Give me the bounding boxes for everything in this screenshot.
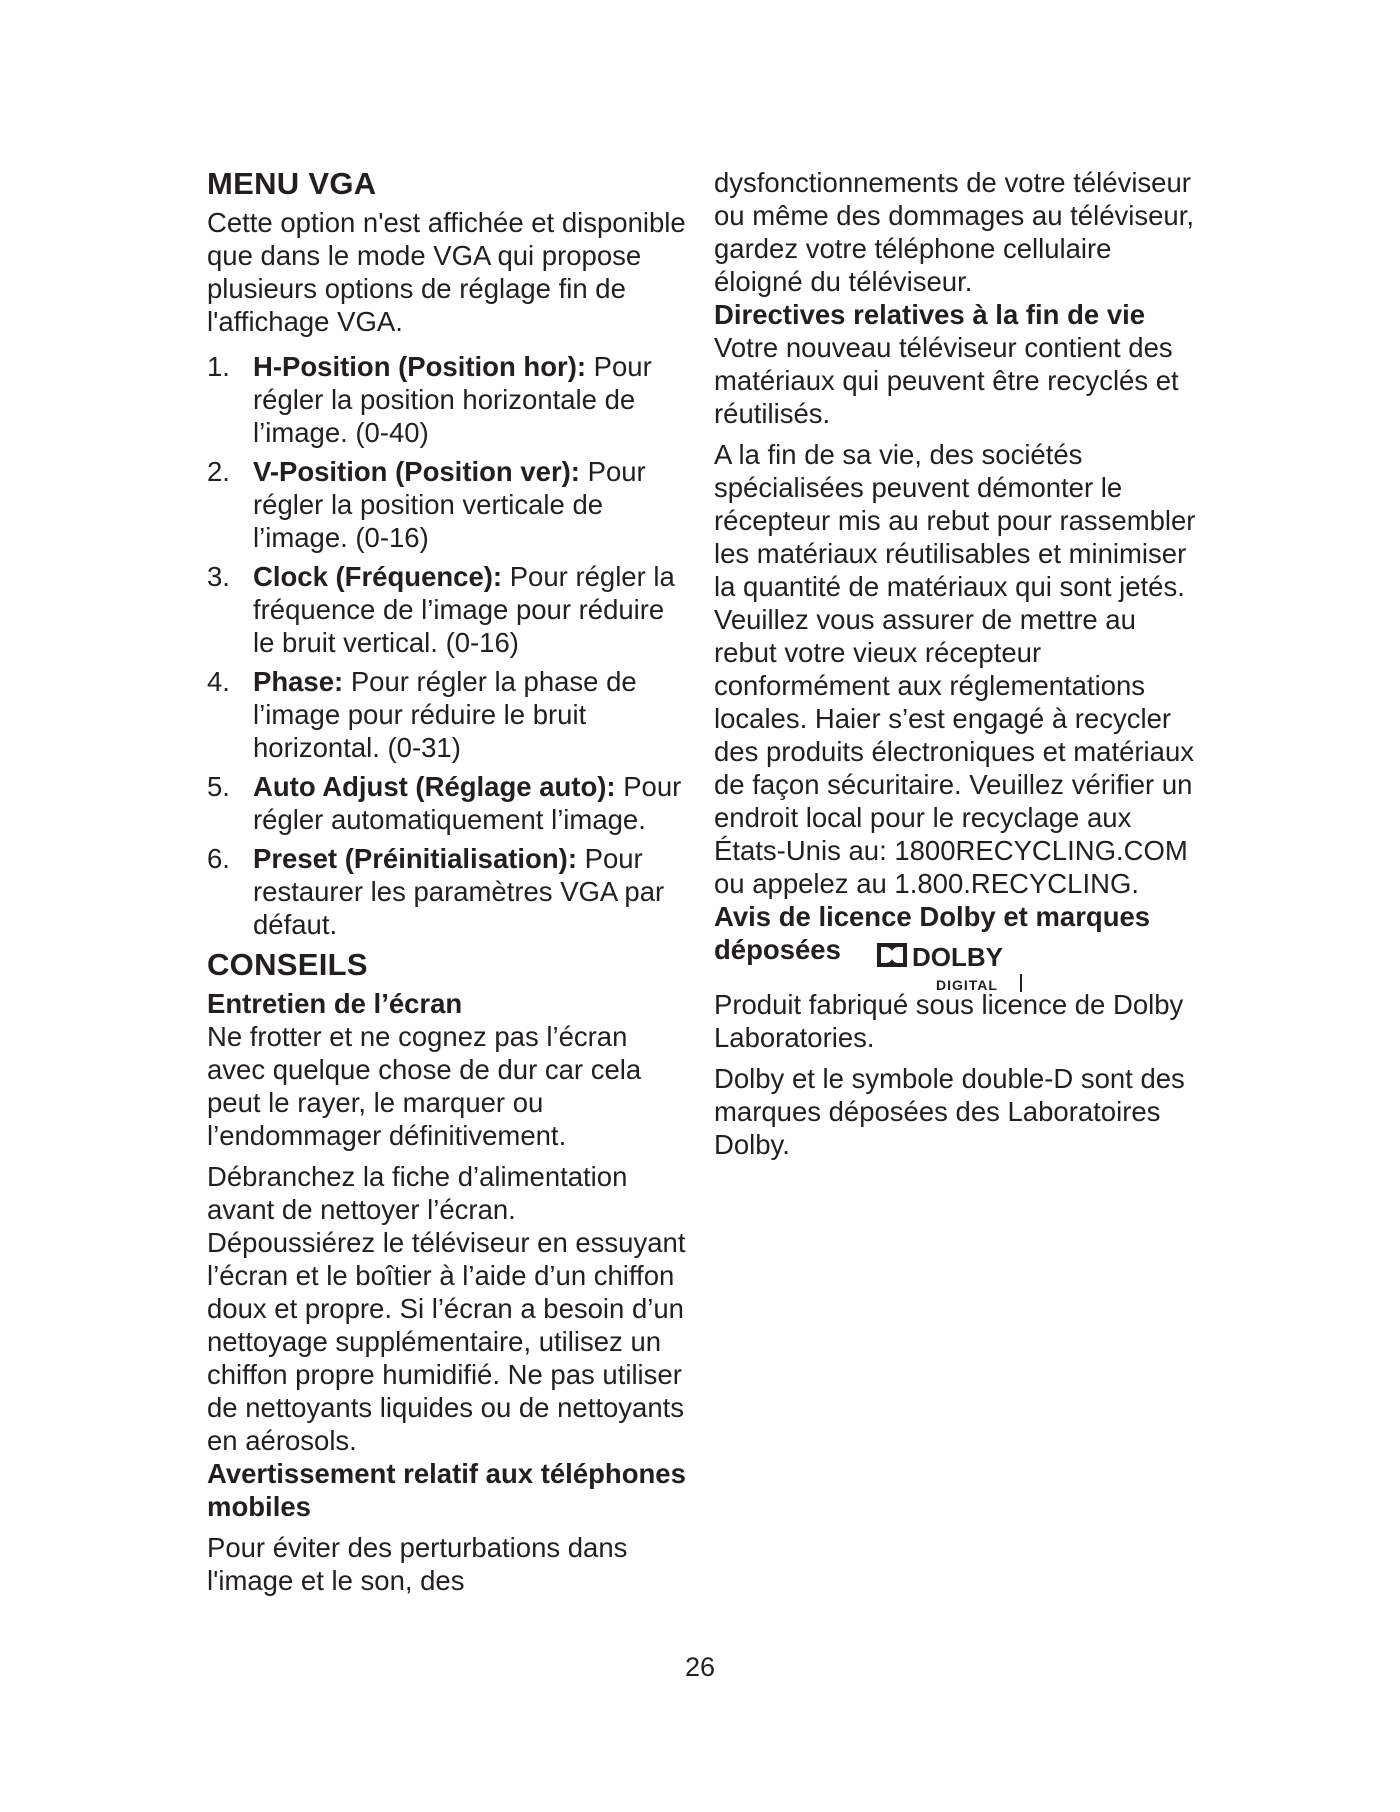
end-of-life-heading: Directives relatives à la fin de vie: [714, 299, 1146, 330]
option-text: Pour régler la phase de l’image pour réduire le bruit horizontal. (0-31): [253, 666, 637, 763]
list-item: 2. V-Position (Position ver): Pour régler la position verticale de l’image. (0-16): [207, 456, 646, 553]
menu-vga-intro: Cette option n'est affichée et disponible que dans le mode VGA qui propose plusieurs options de réglage fin de l'affichage VGA.: [207, 207, 686, 337]
dolby-paragraph-1: Produit fabriqué sous licence de Dolby Laboratories.: [714, 989, 1184, 1053]
screen-care-paragraph-2: Débranchez la fiche d’alimentation avant de nettoyer l’écran. Dépoussiérez le téléviseur en essuyant l’écran et le boîtier à l’aide d’un chiffon doux et propre. Si l’écran a besoin d’un nettoyage supplémentaire, utilisez un chiffon propre humidifié. Ne pas utiliser de nettoyants liquides ou de nettoyants en aérosols.: [207, 1161, 686, 1456]
option-text: Pour restaurer les paramètres VGA par défaut.: [253, 843, 665, 940]
end-of-life-paragraph-2: A la fin de sa vie, des sociétés spécialisées peuvent démonter le récepteur mis au rebut pour rassembler les matériaux réutilisables et minimiser la quantité de matériaux qui sont jetés.: [714, 439, 1196, 602]
option-label: Phase:: [253, 666, 344, 697]
option-label: Preset (Préinitialisation):: [253, 843, 577, 874]
vga-options-list: [207, 350, 687, 941]
dolby-digital-logo: [876, 940, 1034, 996]
list-item: 6. Preset (Préinitialisation): Pour restaurer les paramètres VGA par défaut.: [207, 843, 665, 940]
list-item: 5. Auto Adjust (Réglage auto): Pour régler automatiquement l’image.: [207, 771, 682, 835]
option-text: Pour régler automatiquement l’image.: [253, 771, 682, 835]
page-number: 26: [684, 1652, 716, 1682]
option-text: Pour régler la position verticale de l’image. (0-16): [253, 456, 646, 553]
dolby-heading: [714, 900, 1204, 993]
option-label: H-Position (Position hor):: [253, 351, 587, 382]
mobile-warning-heading: Avertissement relatif aux téléphones mobiles: [207, 1458, 686, 1522]
dolby-heading-line1: Avis de licence Dolby et marques: [714, 901, 1151, 932]
end-of-life-paragraph-1: Votre nouveau téléviseur contient des matériaux qui peuvent être recyclés et réutilisés.: [714, 332, 1179, 429]
list-item: 1. H-Position (Position hor): Pour régler la position horizontale de l’image. (0-40): [207, 351, 652, 448]
screen-care-paragraph-1: Ne frotter et ne cognez pas l’écran avec quelque chose de dur car cela peut le rayer, le marquer ou l’endommager définitivement.: [207, 1021, 642, 1151]
dolby-heading-line2: déposées DOLBY DIGITAL: [714, 934, 841, 965]
dolby-logo-word: DOLBY: [912, 942, 1003, 972]
end-of-life-paragraph-3: Veuillez vous assurer de mettre au rebut votre vieux récepteur conformément aux réglementations locales. Haier s’est engagé à recycler des produits électroniques et matériaux de façon sécuritaire. Veuillez vérifier un endroit local pour le recyclage aux États-Unis au: 1800RECYCLING.COM ou appelez au 1.800.RECYCLING.: [714, 604, 1194, 899]
option-text: Pour régler la position horizontale de l’image. (0-40): [253, 351, 652, 448]
dolby-logo-sub: DIGITAL: [936, 977, 998, 993]
option-label: V-Position (Position ver):: [253, 456, 580, 487]
dolby-paragraph-2: Dolby et le symbole double-D sont des marques déposées des Laboratoires Dolby.: [714, 1063, 1185, 1160]
list-item: 3. Clock (Fréquence): Pour régler la fréquence de l’image pour réduire le bruit vertical. (0-16): [207, 561, 675, 658]
list-item: 4. Phase: Pour régler la phase de l’image pour réduire le bruit horizontal. (0-31): [207, 666, 637, 763]
mobile-warning-paragraph-start: Pour éviter des perturbations dans l'image et le son, des: [207, 1532, 628, 1596]
screen-care-heading: Entretien de l’écran: [207, 988, 463, 1019]
option-label: Auto Adjust (Réglage auto):: [253, 771, 616, 802]
option-text: Pour régler la fréquence de l’image pour réduire le bruit vertical. (0-16): [253, 561, 675, 658]
right-column: [714, 166, 1204, 1161]
option-label: Clock (Fréquence):: [253, 561, 503, 592]
menu-vga-heading: MENU VGA: [207, 166, 377, 201]
conseils-heading: CONSEILS: [207, 947, 368, 982]
left-column: [207, 166, 687, 1597]
mobile-warning-paragraph-end: dysfonctionnements de votre téléviseur ou même des dommages au téléviseur, gardez votre téléphone cellulaire éloigné du téléviseur.: [714, 167, 1194, 297]
